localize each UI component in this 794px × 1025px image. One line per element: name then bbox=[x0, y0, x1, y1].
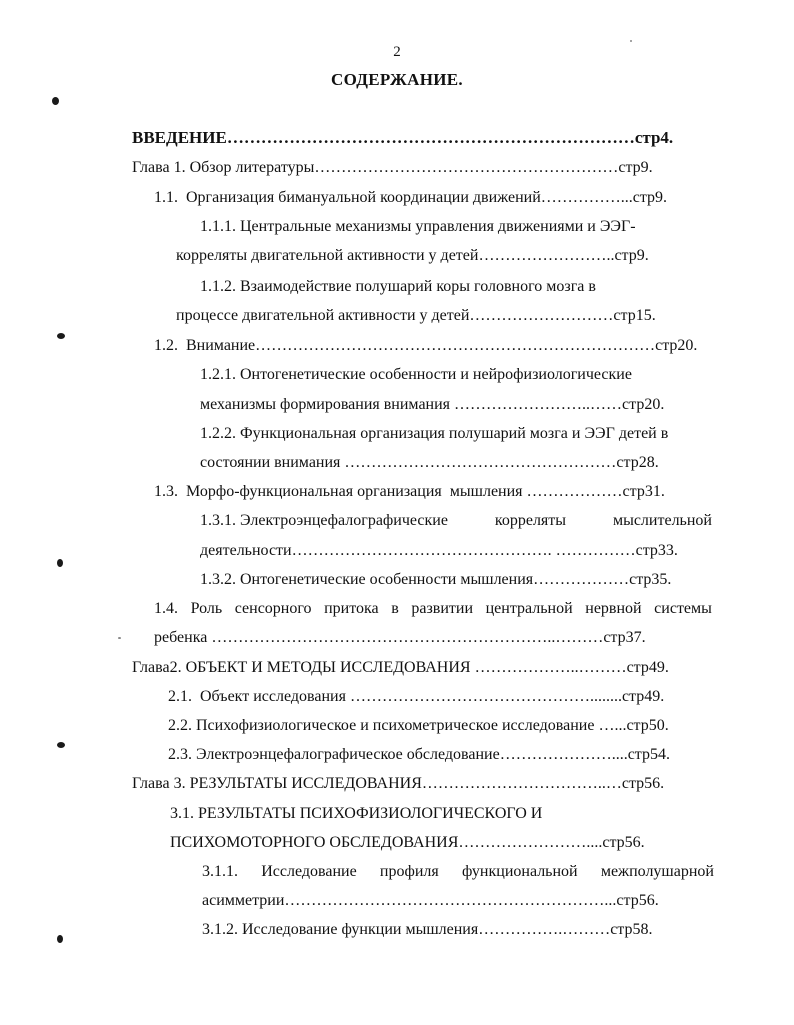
toc-word: Роль bbox=[190, 600, 223, 617]
toc-entry-1-1: 1.1. Организация бимануальной координации движений……………...стр9. bbox=[154, 189, 668, 206]
toc-entry-1-4-line1 bbox=[154, 599, 712, 619]
toc-entry-2-3: 2.3. Электроэнцефалографическое обследование…………………....стр54. bbox=[168, 746, 670, 763]
toc-word: в bbox=[391, 600, 399, 617]
toc-entry-1-3: 1.3. Морфо-функциональная организация мышления ………………стр31. bbox=[154, 483, 665, 500]
toc-entry-1-3-2: 1.3.2. Онтогенетические особенности мышления………………стр35. bbox=[200, 571, 672, 588]
toc-word: развитии bbox=[411, 600, 474, 617]
toc-entry-chapter-1: Глава 1. Обзор литературы…………………………………………………стр9. bbox=[132, 159, 653, 176]
toc-entry-1-3-1-line1 bbox=[200, 511, 712, 531]
toc-word: межполушарной bbox=[600, 863, 714, 880]
toc-word: функциональной bbox=[461, 863, 578, 880]
page-title: СОДЕРЖАНИЕ. bbox=[331, 70, 463, 89]
toc-entry-1-1-1-line2: корреляты двигательной активности у детей……………………..стр9. bbox=[176, 247, 649, 264]
toc-entry-1-4-line2: ребенка ………………………………………………………..………стр37. bbox=[154, 629, 646, 646]
toc-entry-1-2: 1.2. Внимание…………………………………………………………………стр20. bbox=[154, 337, 698, 354]
toc-entry-3-1-1-line1 bbox=[202, 862, 714, 882]
scan-speck bbox=[57, 742, 65, 748]
page-number: 2 bbox=[393, 44, 401, 60]
toc-entry-1-1-2-line1: 1.1.2. Взаимодействие полушарий коры головного мозга в bbox=[200, 278, 596, 295]
toc-entry-3-1-line1: 3.1. РЕЗУЛЬТАТЫ ПСИХОФИЗИОЛОГИЧЕСКОГО И bbox=[170, 805, 543, 822]
scan-speck bbox=[57, 333, 65, 339]
toc-entry-introduction: ВВЕДЕНИЕ………………………………………………………………стр4. bbox=[132, 128, 674, 147]
scan-speck bbox=[57, 559, 63, 567]
toc-word: нервной bbox=[585, 600, 642, 617]
toc-word: 3.1.1. bbox=[202, 863, 238, 880]
toc-entry-1-3-1-line2: деятельности…………………………………………. ……………стр33. bbox=[200, 542, 678, 559]
toc-entry-2-1: 2.1. Объект исследования ………………………………………........стр49. bbox=[168, 688, 665, 705]
toc-word: корреляты bbox=[494, 512, 567, 529]
toc-word: 1.3.1. Электроэнцефалографические bbox=[200, 512, 448, 529]
scan-speck bbox=[57, 935, 63, 943]
toc-word: профиля bbox=[379, 863, 439, 880]
toc-entry-chapter-3: Глава 3. РЕЗУЛЬТАТЫ ИССЛЕДОВАНИЯ……………………………..…стр56. bbox=[132, 775, 665, 792]
toc-word: сенсорного bbox=[234, 600, 312, 617]
toc-entry-3-1-2: 3.1.2. Исследование функции мышления…………….………стр58. bbox=[202, 921, 653, 938]
toc-word: Исследование bbox=[261, 863, 357, 880]
toc-entry-2-2: 2.2. Психофизиологическое и психометрическое исследование …...стр50. bbox=[168, 717, 669, 734]
scan-speck bbox=[630, 40, 632, 42]
toc-entry-3-1-1-line2: асимметрии……………………………………………………...стр56. bbox=[202, 892, 659, 909]
toc-word: центральной bbox=[485, 600, 573, 617]
scan-speck bbox=[52, 97, 59, 105]
toc-entry-3-1-line2: ПСИХОМОТОРНОГО ОБСЛЕДОВАНИЯ……………………....стр56. bbox=[170, 834, 645, 851]
toc-entry-chapter-2: Глава2. ОБЪЕКТ И МЕТОДЫ ИССЛЕДОВАНИЯ ………………..………стр49. bbox=[132, 659, 669, 676]
toc-word: 1.4. bbox=[154, 600, 178, 617]
scan-speck bbox=[118, 637, 121, 639]
toc-word: мыслительной bbox=[612, 512, 712, 529]
toc-entry-1-1-1-line1: 1.1.1. Центральные механизмы управления движениями и ЭЭГ- bbox=[200, 218, 636, 235]
toc-entry-1-2-1-line2: механизмы формирования внимания ……………………..……стр20. bbox=[200, 396, 665, 413]
toc-entry-1-2-2-line2: состоянии внимания ……………………………………………стр28. bbox=[200, 454, 659, 471]
toc-entry-1-2-2-line1: 1.2.2. Функциональная организация полушарий мозга и ЭЭГ детей в bbox=[200, 425, 669, 442]
toc-entry-1-2-1-line1: 1.2.1. Онтогенетические особенности и нейрофизиологические bbox=[200, 366, 632, 383]
toc-entry-1-1-2-line2: процессе двигательной активности у детей………………………стр15. bbox=[176, 307, 656, 324]
toc-word: системы bbox=[654, 600, 712, 617]
toc-word: притока bbox=[324, 600, 379, 617]
